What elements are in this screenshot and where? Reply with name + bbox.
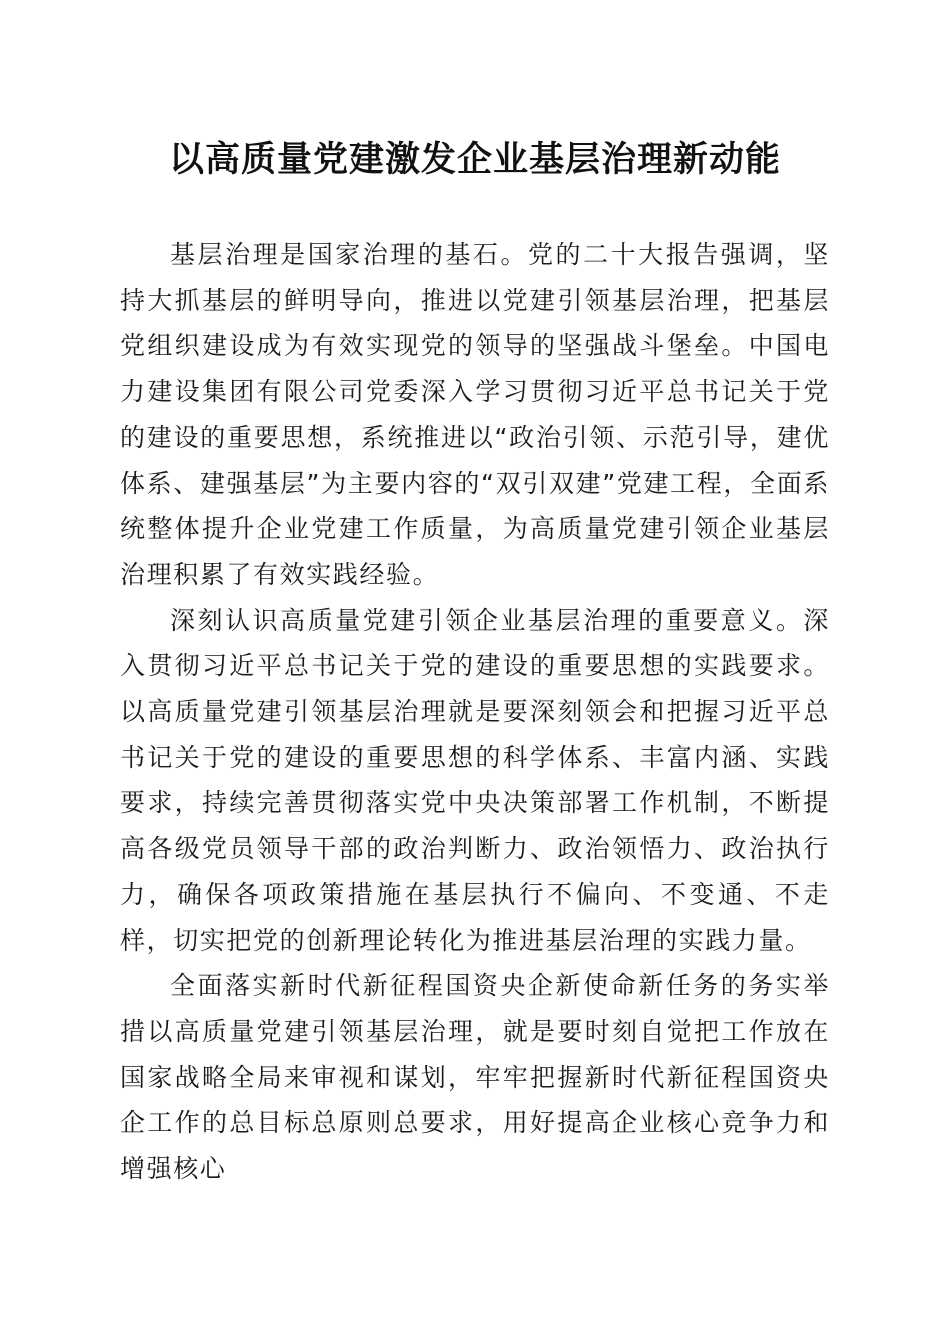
paragraph-3: 全面落实新时代新征程国资央企新使命新任务的务实举措以高质量党建引领基层治理，就是要时刻自觉把工作放在国家战略全局来审视和谋划，牢牢把握新时代新征程国资央企工作的总目标总原则总要求，用好提高企业核心竞争力和增强核心 [120,971,830,1184]
document-body [120,232,830,1192]
document-title: 以高质量党建激发企业基层治理新动能 [168,139,781,180]
paragraph-2: 深刻认识高质量党建引领企业基层治理的重要意义。深入贯彻习近平总书记关于党的建设的重要思想的实践要求。以高质量党建引领基层治理就是要深刻领会和把握习近平总书记关于党的建设的重要思想的科学体系、丰富内涵、实践要求，持续完善贯彻落实党中央决策部署工作机制，不断提高各级党员领导干部的政治判断力、政治领悟力、政治执行力，确保各项政策措施在基层执行不偏向、不变通、不走样，切实把党的创新理论转化为推进基层治理的实践力量。 [120,605,830,955]
paragraph-1: 基层治理是国家治理的基石。党的二十大报告强调，坚持大抓基层的鲜明导向，推进以党建引领基层治理，把基层党组织建设成为有效实现党的领导的坚强战斗堡垒。中国电力建设集团有限公司党委深入学习贯彻习近平总书记关于党的建设的重要思想，系统推进以“政治引领、示范引导，建优体系、建强基层”为主要内容的“双引双建”党建工程，全面系统整体提升企业党建工作质量，为高质量党建引领企业基层治理积累了有效实践经验。 [120,240,830,589]
